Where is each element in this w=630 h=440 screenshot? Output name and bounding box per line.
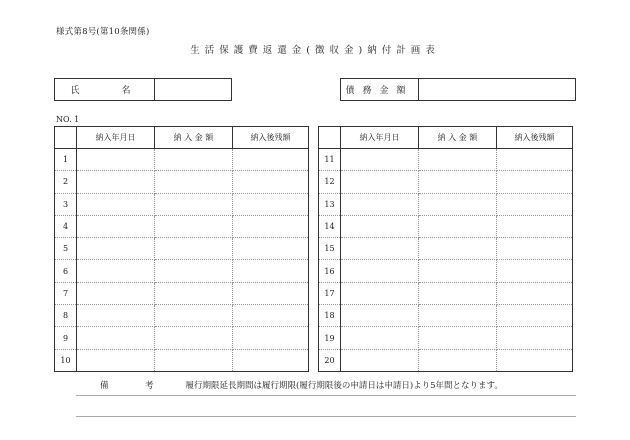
- header-amount: 納 入 金 額: [419, 127, 497, 149]
- payment-amount-cell[interactable]: [419, 349, 497, 371]
- balance-cell[interactable]: [233, 349, 309, 371]
- payment-date-cell[interactable]: [341, 149, 419, 171]
- row-number: 19: [319, 327, 341, 349]
- table-row: [319, 193, 573, 215]
- balance-cell[interactable]: [233, 327, 309, 349]
- table-row: [55, 215, 309, 237]
- payment-amount-cell[interactable]: [155, 305, 233, 327]
- row-number: 5: [55, 238, 77, 260]
- header-amount: 納 入 金 額: [155, 127, 233, 149]
- payment-date-cell[interactable]: [341, 349, 419, 371]
- table-header-row: [55, 127, 309, 149]
- payment-amount-cell[interactable]: [419, 282, 497, 304]
- payment-amount-cell[interactable]: [155, 349, 233, 371]
- table-row: [55, 305, 309, 327]
- payment-date-cell[interactable]: [341, 215, 419, 237]
- balance-cell[interactable]: [497, 282, 573, 304]
- balance-cell[interactable]: [233, 193, 309, 215]
- row-number: 14: [319, 215, 341, 237]
- table-row: [319, 238, 573, 260]
- row-number: 12: [319, 171, 341, 193]
- row-number: 1: [55, 149, 77, 171]
- header-balance: 納入後残額: [233, 127, 309, 149]
- table-row: [319, 349, 573, 371]
- payment-amount-cell[interactable]: [155, 260, 233, 282]
- table-row: [55, 193, 309, 215]
- payment-amount-cell[interactable]: [419, 305, 497, 327]
- payment-amount-cell[interactable]: [419, 171, 497, 193]
- balance-cell[interactable]: [233, 215, 309, 237]
- payment-date-cell[interactable]: [341, 238, 419, 260]
- payment-amount-cell[interactable]: [155, 327, 233, 349]
- page-title: 生活保護費返還金(徴収金)納付計画表: [190, 45, 440, 56]
- table-row: [55, 327, 309, 349]
- payment-date-cell[interactable]: [77, 215, 155, 237]
- table-row: [319, 327, 573, 349]
- row-number: 8: [55, 305, 77, 327]
- header-no: [55, 127, 77, 149]
- table-row: [319, 215, 573, 237]
- balance-cell[interactable]: [497, 349, 573, 371]
- payment-amount-cell[interactable]: [419, 327, 497, 349]
- payment-amount-cell[interactable]: [155, 282, 233, 304]
- balance-cell[interactable]: [497, 149, 573, 171]
- payment-date-cell[interactable]: [341, 171, 419, 193]
- balance-cell[interactable]: [233, 238, 309, 260]
- row-number: 2: [55, 171, 77, 193]
- row-number: 16: [319, 260, 341, 282]
- payment-date-cell[interactable]: [77, 238, 155, 260]
- form-number: 様式第8号(第10条関係): [56, 27, 150, 37]
- balance-cell[interactable]: [497, 193, 573, 215]
- debt-field[interactable]: [419, 79, 575, 100]
- payment-amount-cell[interactable]: [155, 171, 233, 193]
- balance-cell[interactable]: [233, 282, 309, 304]
- balance-cell[interactable]: [233, 149, 309, 171]
- name-field[interactable]: [155, 79, 231, 100]
- table-row: [319, 282, 573, 304]
- header-date: 納入年月日: [77, 127, 155, 149]
- payment-amount-cell[interactable]: [419, 238, 497, 260]
- table-header-row: [319, 127, 573, 149]
- balance-cell[interactable]: [497, 171, 573, 193]
- remarks-line-1: [76, 395, 576, 396]
- row-number: 10: [55, 349, 77, 371]
- table-row: [319, 305, 573, 327]
- debt-label: 債務金額: [341, 79, 419, 100]
- remarks-line-2: [76, 416, 576, 417]
- payment-date-cell[interactable]: [77, 305, 155, 327]
- payment-date-cell[interactable]: [341, 282, 419, 304]
- row-number: 15: [319, 238, 341, 260]
- row-number: 7: [55, 282, 77, 304]
- payment-amount-cell[interactable]: [155, 193, 233, 215]
- payment-date-cell[interactable]: [341, 305, 419, 327]
- balance-cell[interactable]: [497, 260, 573, 282]
- payment-date-cell[interactable]: [77, 349, 155, 371]
- payment-date-cell[interactable]: [341, 260, 419, 282]
- header-no: [319, 127, 341, 149]
- table-row: [319, 171, 573, 193]
- page-number: NO. 1: [56, 115, 80, 124]
- table-row: [55, 349, 309, 371]
- payment-date-cell[interactable]: [77, 327, 155, 349]
- remarks-text: 履行期限延長期間は履行期限(履行期限後の申請日は申請日)より5年間となります。: [185, 381, 503, 391]
- table-row: [55, 171, 309, 193]
- payment-amount-cell[interactable]: [419, 215, 497, 237]
- payment-table-left: [54, 126, 309, 372]
- payment-date-cell[interactable]: [77, 193, 155, 215]
- payment-amount-cell[interactable]: [155, 215, 233, 237]
- balance-cell[interactable]: [497, 238, 573, 260]
- row-number: 20: [319, 349, 341, 371]
- payment-amount-cell[interactable]: [419, 193, 497, 215]
- remarks: [100, 379, 503, 391]
- debt-box: [340, 78, 576, 101]
- table-row: [319, 149, 573, 171]
- balance-cell[interactable]: [497, 215, 573, 237]
- row-number: 9: [55, 327, 77, 349]
- row-number: 17: [319, 282, 341, 304]
- payment-amount-cell[interactable]: [155, 238, 233, 260]
- row-number: 3: [55, 193, 77, 215]
- row-number: 6: [55, 260, 77, 282]
- balance-cell[interactable]: [497, 327, 573, 349]
- table-row: [55, 260, 309, 282]
- balance-cell[interactable]: [497, 305, 573, 327]
- table-row: [55, 282, 309, 304]
- payment-date-cell[interactable]: [77, 260, 155, 282]
- payment-table-right: [318, 126, 573, 372]
- row-number: 18: [319, 305, 341, 327]
- balance-cell[interactable]: [233, 260, 309, 282]
- remarks-label: 備 考: [100, 381, 168, 391]
- table-row: [319, 260, 573, 282]
- row-number: 11: [319, 149, 341, 171]
- header-date: 納入年月日: [341, 127, 419, 149]
- payment-amount-cell[interactable]: [419, 260, 497, 282]
- payment-amount-cell[interactable]: [419, 149, 497, 171]
- row-number: 13: [319, 193, 341, 215]
- payment-amount-cell[interactable]: [155, 149, 233, 171]
- balance-cell[interactable]: [233, 171, 309, 193]
- payment-date-cell[interactable]: [77, 282, 155, 304]
- table-row: [55, 149, 309, 171]
- balance-cell[interactable]: [233, 305, 309, 327]
- payment-date-cell[interactable]: [77, 171, 155, 193]
- payment-date-cell[interactable]: [341, 193, 419, 215]
- header-balance: 納入後残額: [497, 127, 573, 149]
- row-number: 4: [55, 215, 77, 237]
- name-box: [54, 78, 232, 101]
- payment-date-cell[interactable]: [77, 149, 155, 171]
- name-label: 氏 名: [55, 79, 155, 100]
- table-row: [55, 238, 309, 260]
- payment-date-cell[interactable]: [341, 327, 419, 349]
